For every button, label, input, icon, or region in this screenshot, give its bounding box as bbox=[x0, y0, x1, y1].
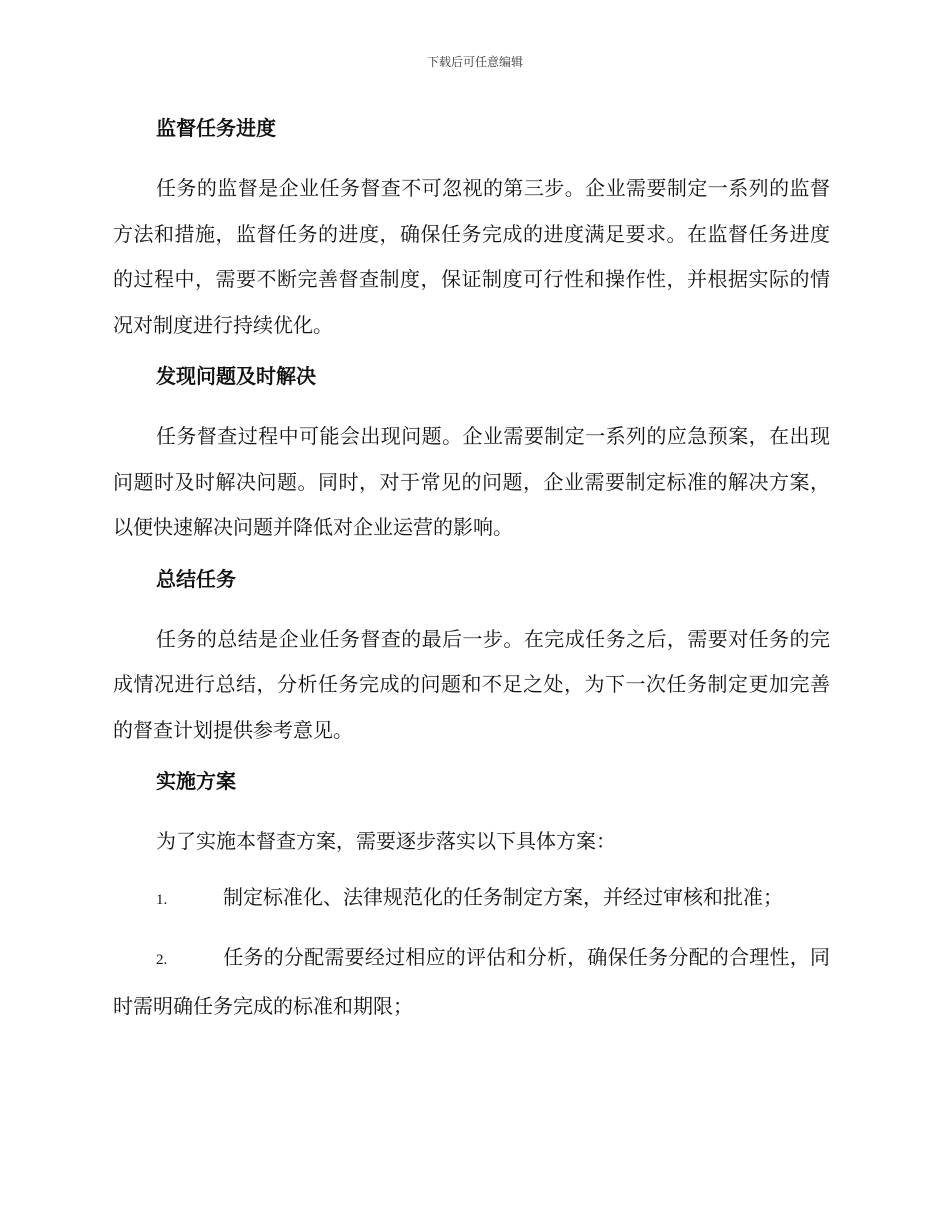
document-body bbox=[113, 112, 830, 1041]
section-paragraph: 任务督查过程中可能会出现问题。企业需要制定一系列的应急预案，在出现问题时及时解决问题。同时，对于常见的问题，企业需要制定标准的解决方案，以便快速解决问题并降低对企业运营的影响。 bbox=[113, 424, 830, 539]
list-item bbox=[113, 935, 830, 1029]
list-item-text: 任务的分配需要经过相应的评估和分析，确保任务分配的合理性，同时需明确任务完成的标准和期限； bbox=[113, 945, 830, 1018]
list-item-number: 1. bbox=[156, 891, 168, 908]
section-paragraph: 任务的总结是企业任务督查的最后一步。在完成任务之后，需要对任务的完成情况进行总结，分析任务完成的问题和不足之处，为下一次任务制定更加完善的督查计划提供参考意见。 bbox=[113, 626, 830, 742]
section-heading: 总结任务 bbox=[156, 566, 236, 591]
list-item-number: 2. bbox=[156, 952, 168, 968]
section-paragraph: 为了实施本督查方案，需要逐步落实以下具体方案： bbox=[156, 829, 616, 853]
section-heading: 监督任务进度 bbox=[156, 116, 276, 140]
section-paragraph: 任务的监督是企业任务督查不可忽视的第三步。企业需要制定一系列的监督方法和措施，监督任务的进度，确保任务完成的进度满足要求。在监督任务进度的过程中，需要不断完善督查制度，保证制度可行性和操作性，并根据实际的情况对制度进行持续优化。 bbox=[113, 176, 830, 337]
list-item bbox=[113, 875, 830, 924]
list-item-text: 制定标准化、法律规范化的任务制定方案，并经过审核和批准； bbox=[223, 884, 783, 909]
page-header: 下载后可任意编辑 bbox=[426, 55, 523, 69]
section-heading: 实施方案 bbox=[156, 769, 236, 793]
section-heading: 发现问题及时解决 bbox=[156, 364, 316, 388]
